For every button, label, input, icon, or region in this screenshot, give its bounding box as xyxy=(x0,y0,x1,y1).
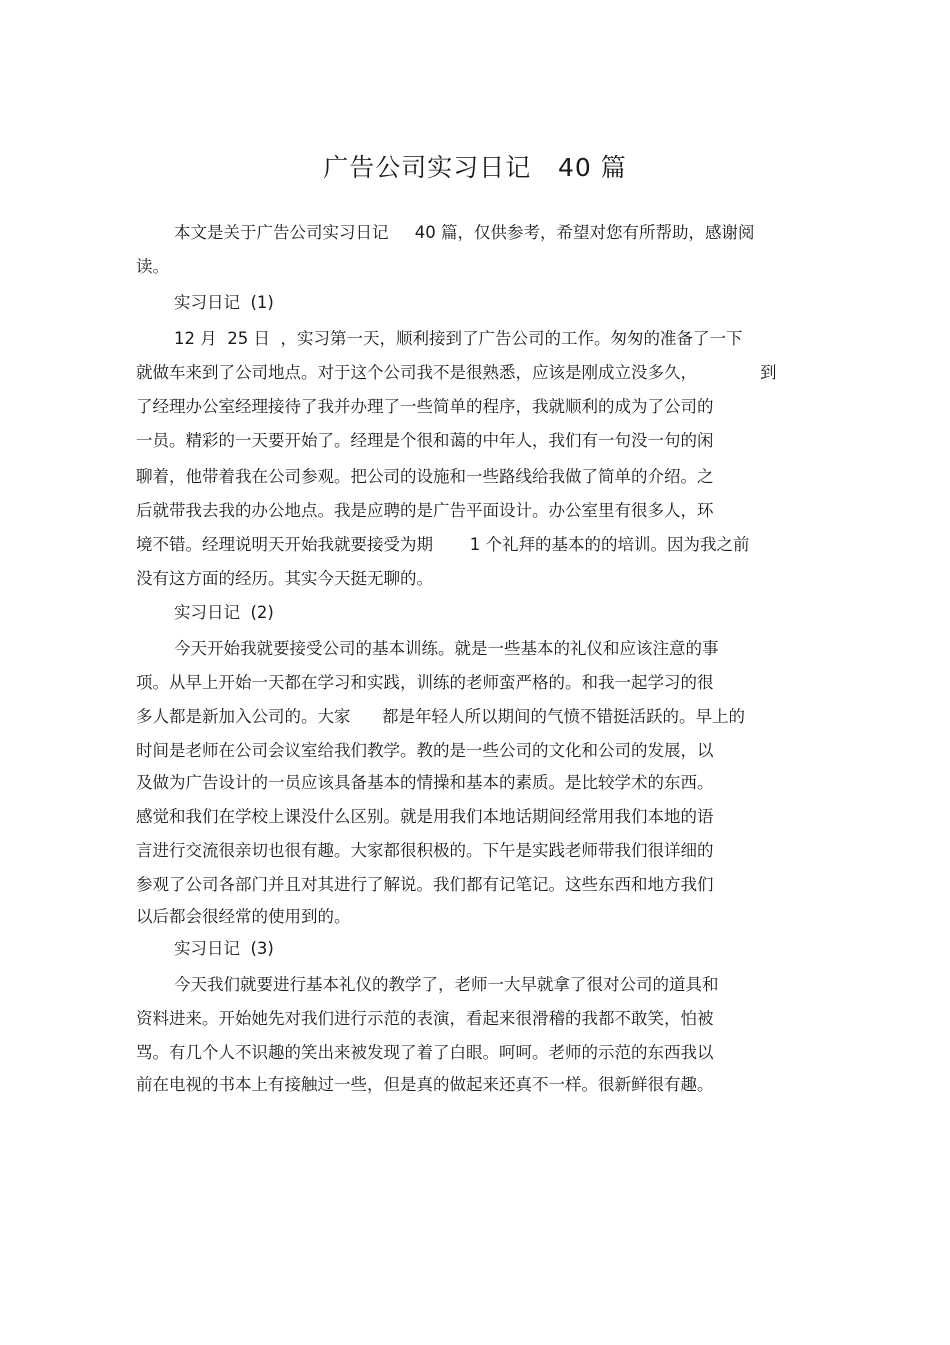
paragraph-line: 时间是老师在公司会议室给我们教学。教的是一些公司的文化和公司的发展，以 xyxy=(136,741,714,760)
paragraph-line: 骂。有几个人不识趣的笑出来被发现了着了白眼。呵呵。老师的示范的东西我以 xyxy=(136,1043,714,1062)
paragraph-line: 多人都是新加入公司的。大家 都是年轻人所以期间的气愤不错挺活跃的。早上的 xyxy=(136,707,745,726)
paragraph-line: 及做为广告设计的一员应该具备基本的情操和基本的素质。是比较学术的东西。 xyxy=(136,773,714,792)
paragraph-line: 一员。精彩的一天要开始了。经理是个很和蔼的中年人，我们有一句没一句的闲 xyxy=(136,431,714,450)
section-heading: 实习日记 (3) xyxy=(174,939,274,958)
paragraph-line: 了经理办公室经理接待了我并办理了一些简单的程序，我就顺利的成为了公司的 xyxy=(136,397,714,416)
paragraph-line: 以后都会很经常的使用到的。 xyxy=(136,907,351,926)
paragraph-line: 前在电视的书本上有接触过一些，但是真的做起来还真不一样。很新鲜很有趣。 xyxy=(136,1075,714,1094)
paragraph-line: 就做车来到了公司地点。对于这个公司我不是很熟悉，应该是刚成立没多久， 到 xyxy=(136,363,777,382)
paragraph-line: 境不错。经理说明天开始我就要接受为期 1 个礼拜的基本的的培训。因为我之前 xyxy=(136,535,750,554)
paragraph-line: 12 月 25 日 ，实习第一天，顺利接到了广告公司的工作。匆匆的准备了一下 xyxy=(174,329,743,348)
paragraph-line: 今天我们就要进行基本礼仪的教学了，老师一大早就拿了很对公司的道具和 xyxy=(174,975,719,994)
paragraph-line: 读。 xyxy=(136,257,169,276)
section-heading: 实习日记 (1) xyxy=(174,293,274,312)
paragraph-line: 项。从早上开始一天都在学习和实践，训练的老师蛮严格的。和我一起学习的很 xyxy=(136,673,714,692)
paragraph-line: 后就带我去我的办公地点。我是应聘的是广告平面设计。办公室里有很多人，环 xyxy=(136,501,714,520)
paragraph-line: 本文是关于广告公司实习日记 40 篇，仅供参考，希望对您有所帮助，感谢阅 xyxy=(174,223,755,242)
document-title: 广告公司实习日记 40 篇 xyxy=(323,153,627,182)
paragraph-line: 没有这方面的经历。其实今天挺无聊的。 xyxy=(136,569,433,588)
section-heading: 实习日记 (2) xyxy=(174,603,274,622)
paragraph-line: 参观了公司各部门并且对其进行了解说。我们都有记笔记。这些东西和地方我们 xyxy=(136,875,714,894)
paragraph-line: 聊着，他带着我在公司参观。把公司的设施和一些路线给我做了简单的介绍。之 xyxy=(136,467,714,486)
paragraph-line: 言进行交流很亲切也很有趣。大家都很积极的。下午是实践老师带我们很详细的 xyxy=(136,841,714,860)
paragraph-line: 资料进来。开始她先对我们进行示范的表演，看起来很滑稽的我都不敢笑，怕被 xyxy=(136,1009,714,1028)
paragraph-line: 今天开始我就要接受公司的基本训练。就是一些基本的礼仪和应该注意的事 xyxy=(174,639,719,658)
paragraph-line: 感觉和我们在学校上课没什么区别。就是用我们本地话期间经常用我们本地的语 xyxy=(136,807,714,826)
